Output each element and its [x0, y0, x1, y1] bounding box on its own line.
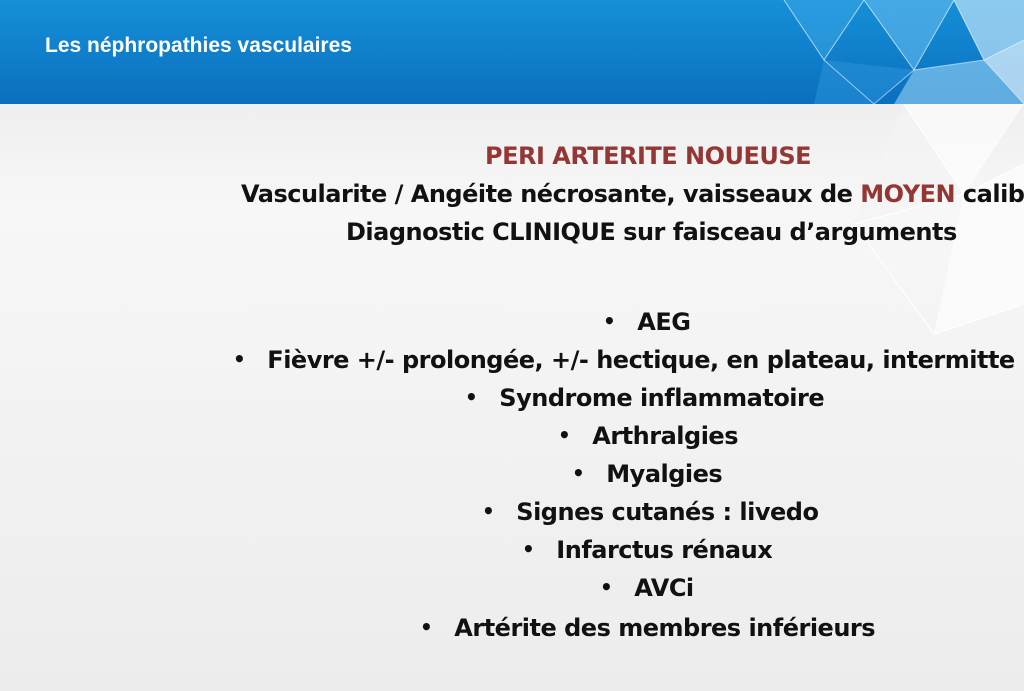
- list-item-text: Arthralgies: [592, 422, 738, 450]
- list-item: [482, 498, 818, 526]
- subtitle-line-2: Diagnostic CLINIQUE sur faisceau d’arguments: [346, 218, 957, 246]
- list-item-text: Myalgies: [606, 460, 723, 488]
- header-triangle-decoration: [724, 0, 1024, 104]
- list-item: [522, 536, 772, 564]
- slide-title: Les néphropathies vasculaires: [45, 34, 352, 57]
- bullet-icon: •: [558, 423, 571, 447]
- list-item-text: Infarctus rénaux: [556, 536, 773, 564]
- list-item-text: AEG: [637, 308, 691, 336]
- bullet-icon: •: [465, 385, 478, 409]
- subtitle-1-emphasis: MOYEN: [860, 180, 956, 208]
- list-item: [233, 346, 1015, 374]
- list-item: [558, 422, 738, 450]
- list-item-text: AVCi: [634, 574, 694, 602]
- bullet-icon: •: [233, 347, 246, 371]
- list-item-text: Syndrome inflammatoire: [499, 384, 825, 412]
- bullet-icon: •: [420, 615, 433, 639]
- subtitle-line-1: [241, 180, 1024, 208]
- list-item: [465, 384, 824, 412]
- subtitle-1-tail: calib: [955, 180, 1024, 208]
- bullet-icon: •: [482, 499, 495, 523]
- bullet-icon: •: [600, 575, 613, 599]
- list-item-text: Signes cutanés : livedo: [516, 498, 819, 526]
- list-item-text: Artérite des membres inférieurs: [454, 614, 876, 642]
- list-item: [600, 574, 694, 602]
- bullet-icon: •: [603, 309, 616, 333]
- list-item-text: Fièvre +/- prolongée, +/- hectique, en plateau, intermitte: [267, 346, 1015, 374]
- list-item: [603, 308, 690, 336]
- subtitle-1-text: Vascularite / Angéite nécrosante, vaisseaux de: [241, 180, 861, 208]
- slide-content: [0, 104, 1024, 691]
- list-item: [572, 460, 722, 488]
- slide-header: [0, 0, 1024, 104]
- bullet-icon: •: [522, 537, 535, 561]
- slide-heading: PERI ARTERITE NOUEUSE: [485, 142, 812, 170]
- bullet-icon: •: [572, 461, 585, 485]
- list-item: [420, 614, 875, 642]
